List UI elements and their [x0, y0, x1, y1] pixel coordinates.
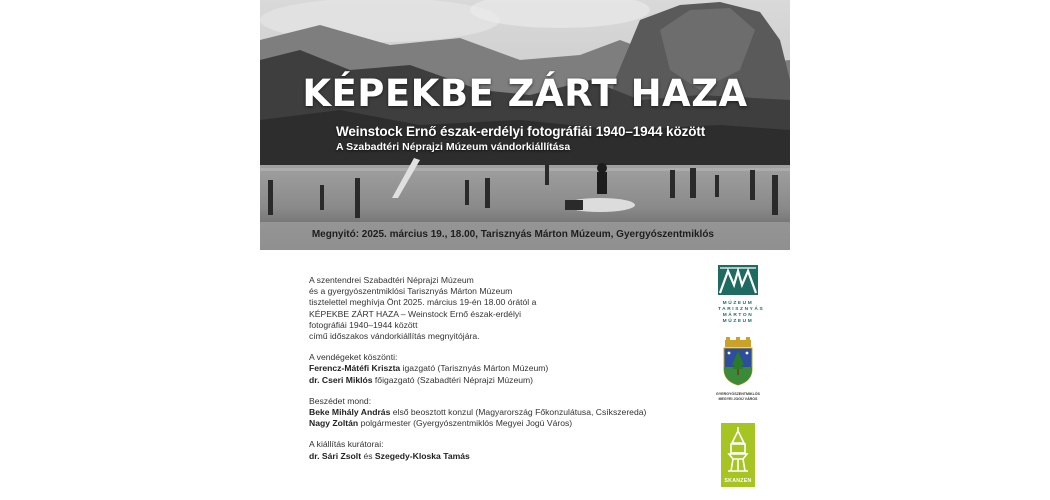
invitation-text	[309, 275, 699, 472]
exhibition-title: KÉPEKBE ZÁRT HAZA	[302, 72, 748, 115]
invitation-line: és a gyergyószentmiklósi Tarisznyás Márton Múzeum	[309, 286, 513, 297]
museum-logo-line: MÚZEUM	[722, 301, 754, 306]
bell-tower-icon	[721, 423, 755, 475]
speaker-row	[309, 418, 699, 429]
invitation-line: A szentendrei Szabadtéri Néprajzi Múzeum	[309, 275, 474, 285]
person-role: első beosztott konzul (Magyarország Főkonzulátusa, Csíkszereda)	[392, 407, 647, 418]
invitation-line: KÉPEKBE ZÁRT HAZA – Weinstock Ernő észak-erdélyi	[309, 308, 522, 319]
curator-joiner: és	[363, 450, 373, 461]
greeter-row	[309, 363, 699, 374]
person-role: polgármester (Gyergyószentmiklós Megyei Jogú Város)	[360, 418, 573, 429]
museum-logo-line: TARISZNYÁS	[718, 307, 765, 312]
invitation-line: tisztelettel meghívja Önt 2025. március 19-én 18.00 órától a	[309, 297, 537, 308]
person-name: Ferencz-Mátéfi Kriszta	[309, 363, 401, 374]
gyergyoszentmiklos-coat-of-arms-logo	[708, 337, 768, 402]
curators-row	[309, 451, 699, 462]
skanzen-logo	[721, 423, 755, 487]
greeter-row	[309, 375, 699, 386]
person-name: dr. Cseri Miklós	[309, 374, 373, 385]
invitation-line: fotográfiái 1940–1944 között	[309, 319, 418, 330]
skanzen-label: SKANZEN	[724, 478, 752, 484]
curators-heading: A kiállítás kurátorai:	[309, 439, 384, 450]
curator-name: Szegedy-Kloska Tamás	[374, 450, 470, 461]
hero-banner	[260, 0, 790, 250]
person-role: igazgató (Tarisznyás Márton Múzeum)	[402, 363, 549, 374]
opening-info: Megnyitó: 2025. március 19., 18.00, Tarisznyás Márton Múzeum, Gyergyószentmiklós	[311, 229, 714, 240]
speech-section	[309, 396, 699, 430]
curator-name: dr. Sári Zsolt	[309, 450, 362, 461]
exhibition-subtitle: Weinstock Ernő észak-erdélyi fotográfiái 1940–1944 között	[336, 124, 706, 139]
curators-section	[309, 439, 699, 461]
city-logo-line: GYERGYÓSZENTMIKLÓS	[716, 392, 760, 396]
museum-logo-line: MÁRTON	[722, 313, 754, 318]
museum-logo-text	[718, 301, 765, 325]
museum-emblem-icon	[718, 265, 758, 295]
invitation-paragraph	[309, 275, 699, 342]
tarisznyas-museum-logo	[718, 265, 765, 325]
coat-of-arms-icon	[720, 337, 756, 387]
person-role: főigazgató (Szabadtéri Néprajzi Múzeum)	[374, 374, 534, 385]
exhibition-organizer: A Szabadtéri Néprajzi Múzeum vándorkiállítása	[336, 141, 571, 153]
city-logo-line: MEGYEI JOGÚ VÁROS	[718, 397, 758, 401]
speaker-row	[309, 407, 699, 418]
invitation-line: című időszakos vándorkiállítás megnyitójára.	[309, 331, 480, 342]
museum-logo-line: MÚZEUM	[722, 319, 754, 324]
speech-heading: Beszédet mond:	[309, 395, 372, 406]
person-name: Nagy Zoltán	[309, 418, 359, 429]
person-name: Beke Mihály András	[309, 407, 391, 418]
city-logo-text	[708, 392, 768, 402]
greetings-section	[309, 352, 699, 386]
greetings-heading: A vendégeket köszönti:	[309, 352, 398, 363]
